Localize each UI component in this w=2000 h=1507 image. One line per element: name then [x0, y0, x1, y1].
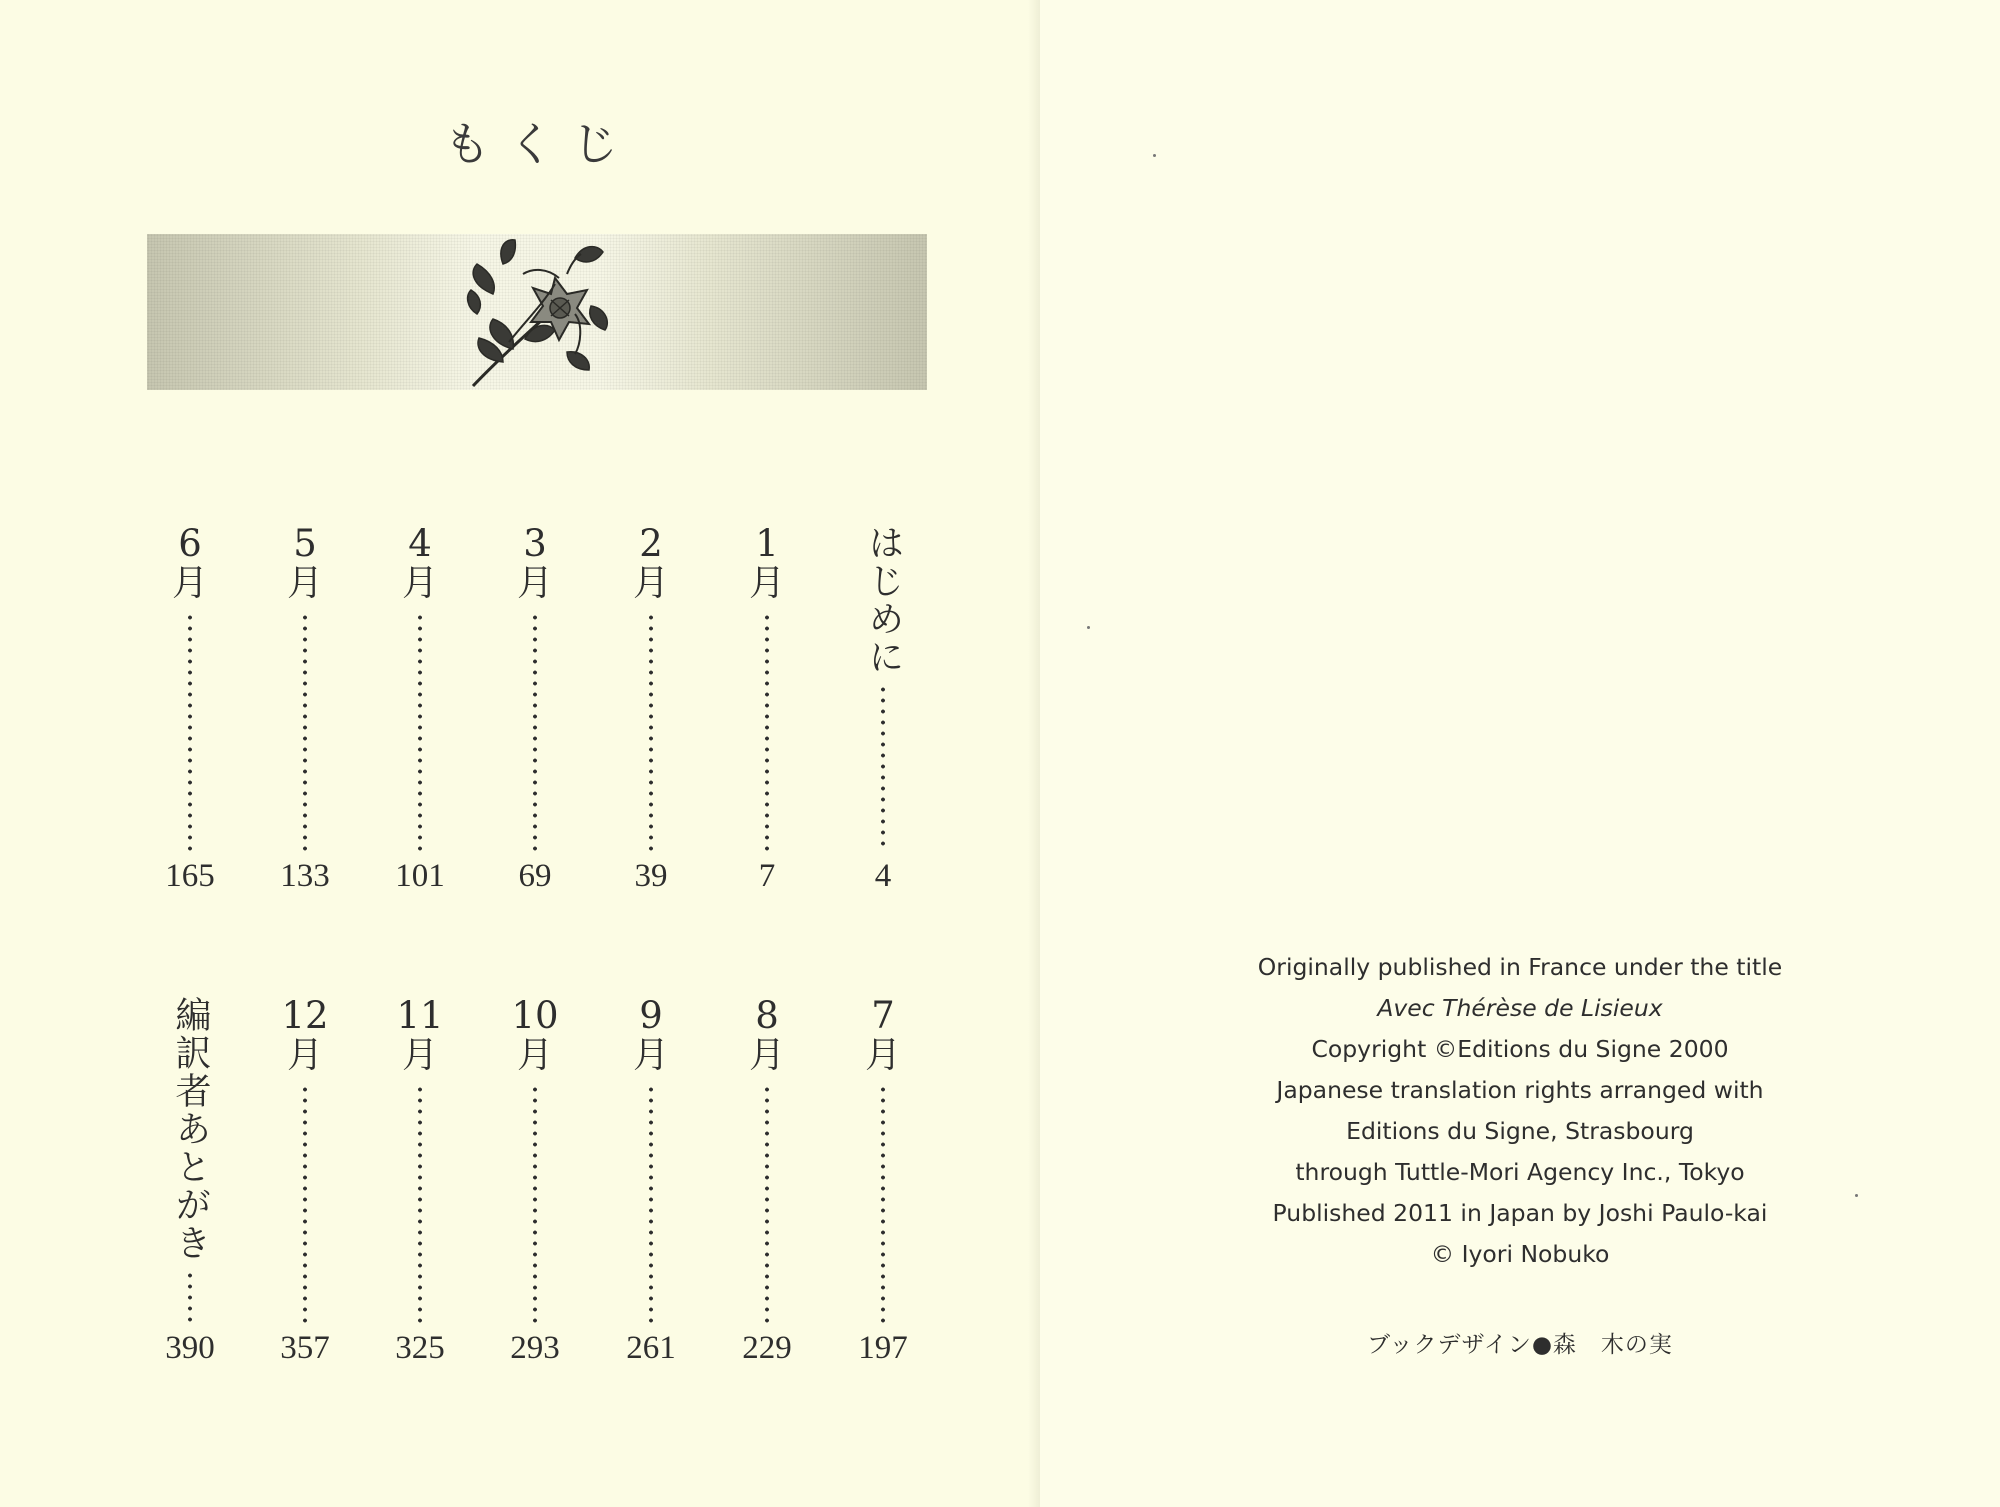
- toc-entry-may[interactable]: [275, 524, 335, 896]
- leader-dots: [649, 1084, 653, 1324]
- toc-page-number: 69: [518, 858, 552, 894]
- toc-entry-january[interactable]: [737, 524, 797, 896]
- toc-entry-april[interactable]: [390, 524, 450, 896]
- toc-entry-september[interactable]: [621, 996, 681, 1368]
- month-kanji: 月: [632, 563, 669, 604]
- toc-page-number: 165: [165, 858, 215, 894]
- toc-page-number: 261: [626, 1330, 676, 1366]
- month-kanji: 月: [286, 563, 323, 604]
- paper-speck: [1855, 1194, 1858, 1197]
- toc-entry-label: はじめに: [863, 524, 904, 676]
- toc-entry-august[interactable]: [737, 996, 797, 1368]
- toc-entry-june[interactable]: [160, 524, 220, 896]
- month-kanji: 月: [401, 563, 438, 604]
- month-number: 4: [408, 522, 432, 565]
- leader-dots: [188, 612, 192, 852]
- leader-dots: [765, 1084, 769, 1324]
- month-number: 12: [281, 994, 329, 1037]
- credit-line: Editions du Signe, Strasbourg: [1346, 1117, 1694, 1145]
- month-kanji: 月: [632, 1035, 669, 1076]
- month-kanji: 月: [516, 1035, 553, 1076]
- credit-line: through Tuttle-Mori Agency Inc., Tokyo: [1295, 1158, 1745, 1186]
- month-number: 11: [396, 994, 444, 1037]
- month-number: 2: [639, 522, 663, 565]
- leader-dots: [418, 1084, 422, 1324]
- month-number: 5: [293, 522, 317, 565]
- month-kanji: 月: [516, 563, 553, 604]
- flower-ornament-icon: [463, 234, 611, 390]
- leader-dots: [188, 1270, 192, 1324]
- toc-page-number: 4: [874, 858, 892, 894]
- toc-page-number: 293: [510, 1330, 560, 1366]
- toc-page-number: 390: [165, 1330, 215, 1366]
- credit-line: © Iyori Nobuko: [1430, 1240, 1610, 1268]
- toc-title: もくじ: [444, 117, 636, 171]
- original-title: Avec Thérèse de Lisieux: [1377, 994, 1663, 1022]
- month-kanji: 月: [864, 1035, 901, 1076]
- ornament-banner: [147, 234, 927, 390]
- toc-entry-july[interactable]: [853, 996, 913, 1368]
- leader-dots: [881, 684, 885, 852]
- leader-dots: [303, 612, 307, 852]
- toc-page-number: 357: [280, 1330, 330, 1366]
- month-number: 10: [511, 994, 559, 1037]
- month-kanji: 月: [171, 563, 208, 604]
- leader-dots: [533, 612, 537, 852]
- month-kanji: 月: [286, 1035, 323, 1076]
- leader-dots: [533, 1084, 537, 1324]
- toc-entry-october[interactable]: [505, 996, 565, 1368]
- toc-entry-december[interactable]: [275, 996, 335, 1368]
- month-kanji: 月: [748, 1035, 785, 1076]
- toc-page-number: 133: [280, 858, 330, 894]
- leader-dots: [881, 1084, 885, 1324]
- leader-dots: [418, 612, 422, 852]
- toc-page-number: 325: [395, 1330, 445, 1366]
- toc-page-number: 229: [742, 1330, 792, 1366]
- month-number: 3: [523, 522, 547, 565]
- credit-line: Japanese translation rights arranged with: [1276, 1076, 1764, 1104]
- credit-line: Copyright ©Editions du Signe 2000: [1311, 1035, 1729, 1063]
- toc-page-number: 101: [395, 858, 445, 894]
- leader-dots: [303, 1084, 307, 1324]
- copyright-credits: [1200, 947, 1840, 1275]
- paper-speck: [1153, 154, 1156, 157]
- leader-dots: [649, 612, 653, 852]
- month-number: 7: [871, 994, 895, 1037]
- leader-dots: [765, 612, 769, 852]
- month-number: 6: [178, 522, 202, 565]
- credit-line: Originally published in France under the title: [1257, 953, 1783, 981]
- credit-line: Published 2011 in Japan by Joshi Paulo-kai: [1272, 1199, 1768, 1227]
- month-kanji: 月: [401, 1035, 438, 1076]
- toc-page-number: 7: [758, 858, 776, 894]
- month-number: 9: [639, 994, 663, 1037]
- toc-entry-introduction[interactable]: [853, 524, 913, 896]
- book-design-credit: ブックデザイン●森 木の実: [1367, 1332, 1673, 1358]
- toc-entry-march[interactable]: [505, 524, 565, 896]
- toc-entry-afterword[interactable]: [160, 996, 220, 1368]
- toc-page-number: 197: [858, 1330, 908, 1366]
- toc-entry-february[interactable]: [621, 524, 681, 896]
- month-number: 1: [755, 522, 779, 565]
- toc-page-number: 39: [634, 858, 668, 894]
- toc-entry-label: 編訳者あとがき: [170, 996, 211, 1262]
- paper-speck: [1087, 626, 1090, 629]
- right-page: [1040, 0, 2000, 1507]
- month-number: 8: [755, 994, 779, 1037]
- toc-entry-november[interactable]: [390, 996, 450, 1368]
- month-kanji: 月: [748, 563, 785, 604]
